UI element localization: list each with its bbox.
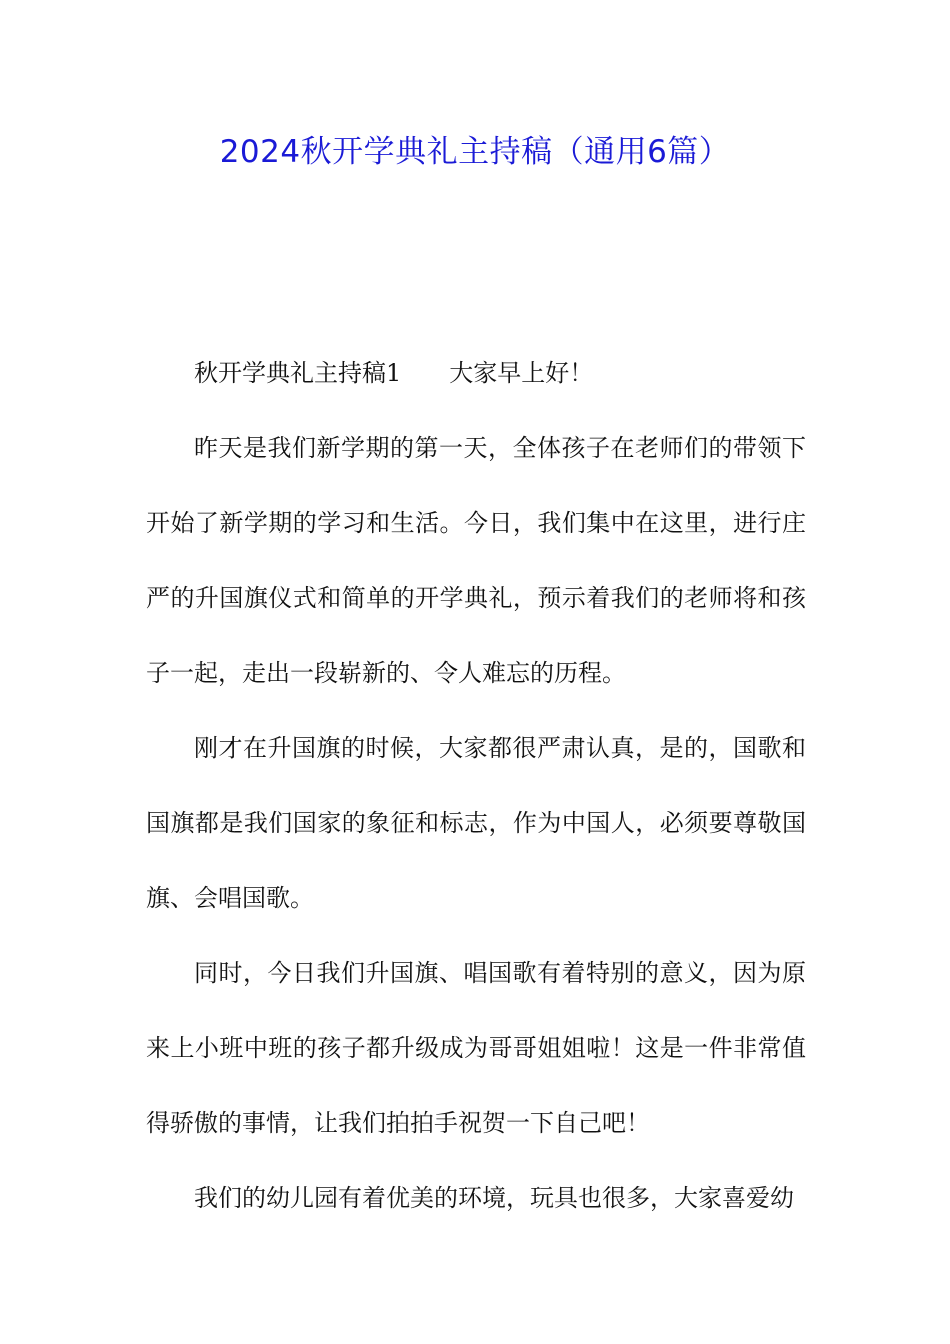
opening-line	[146, 336, 806, 411]
section-heading: 秋开学典礼主持稿1	[194, 359, 402, 387]
paragraph-4: 我们的幼儿园有着优美的环境，玩具也很多，大家喜爱幼	[194, 1184, 794, 1212]
document-title: 2024秋开学典礼主持稿（通用6篇）	[219, 134, 731, 170]
paragraph-2: 刚才在升国旗的时候，大家都很严肃认真，是的，国歌和国旗都是我们国家的象征和标志，作为中国人，必须要尊敬国旗、会唱国歌。	[146, 734, 806, 912]
paragraph-1: 昨天是我们新学期的第一天，全体孩子在老师们的带领下开始了新学期的学习和生活。今日，我们集中在这里，进行庄严的升国旗仪式和简单的开学典礼，预示着我们的老师将和孩子一起，走出一段崭新的、令人难忘的历程。	[146, 434, 806, 687]
paragraph-3: 同时，今日我们升国旗、唱国歌有着特别的意义，因为原来上小班中班的孩子都升级成为哥哥姐姐啦！这是一件非常值得骄傲的事情，让我们拍拍手祝贺一下自己吧！	[146, 959, 806, 1137]
document-body	[146, 336, 806, 1236]
greeting: 大家早上好！	[449, 359, 594, 387]
